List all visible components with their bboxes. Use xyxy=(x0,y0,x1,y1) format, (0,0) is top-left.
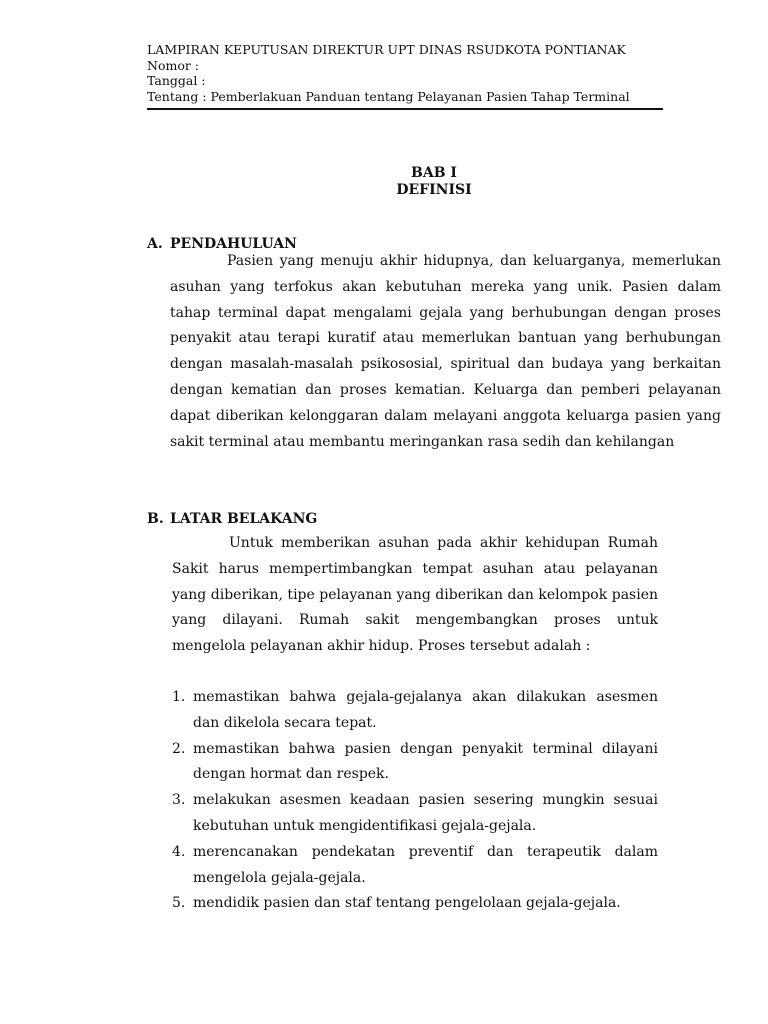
header-tentang: Tentang : Pemberlakuan Panduan tentang Pelayanan Pasien Tahap Terminal xyxy=(147,88,630,104)
list-item-text: merencanakan pendekatan preventif dan terapeutik dalam mengelola gejala-gejala. xyxy=(193,843,658,886)
list-item xyxy=(172,891,658,917)
document-header xyxy=(147,42,663,104)
chapter-number: BAB I xyxy=(411,165,457,181)
header-title: LAMPIRAN KEPUTUSAN DIREKTUR UPT DINAS RSUDKOTA PONTIANAK xyxy=(147,42,626,57)
section-a-title: PENDAHULUAN xyxy=(170,236,297,252)
section-a-letter: A. xyxy=(147,236,163,252)
list-item xyxy=(172,685,658,737)
section-b-paragraph: Untuk memberikan asuhan pada akhir kehidupan Rumah Sakit harus mempertimbangkan tempat asuhan atau pelayanan yang diberikan, tipe pelayanan yang diberikan dan kelompok pasien yang dilayani. Rumah sakit mengembangkan proses untuk mengelola pelayanan akhir hidup. Proses tersebut adalah : xyxy=(172,535,658,655)
list-item-number: 5. xyxy=(172,895,186,912)
section-a-paragraph: Pasien yang menuju akhir hidupnya, dan keluarganya, memerlukan asuhan yang terfokus akan kebutuhan mereka yang unik. Pasien dalam tahap terminal dapat mengalami gejala yang berhubungan dengan proses penyakit atau terapi kuratif atau memerlukan bantuan yang berhubungan dengan masalah-masalah psikososial, spiritual dan budaya yang berkaitan dengan kematian dan proses kematian. Keluarga dan pemberi pelayanan dapat diberikan kelonggaran dalam melayani anggota keluarga pasien yang sakit terminal atau membantu meringankan rasa sedih dan kehilangan xyxy=(170,253,721,450)
header-nomor: Nomor : xyxy=(147,57,200,73)
list-item-text: melakukan asesmen keadaan pasien sesering mungkin sesuai kebutuhan untuk mengidentifikasi gejala-gejala. xyxy=(193,792,658,834)
section-b-heading xyxy=(147,509,317,529)
section-b-title: LATAR BELAKANG xyxy=(170,511,318,527)
list-item xyxy=(172,788,658,840)
header-divider xyxy=(147,108,663,110)
list-item-text: memastikan bahwa pasien dengan penyakit terminal dilayani dengan hormat dan respek. xyxy=(193,740,658,783)
list-item-text: memastikan bahwa gejala-gejalanya akan dilakukan asesmen dan dikelola secara tepat. xyxy=(193,689,658,731)
section-b-letter: B. xyxy=(147,511,164,527)
process-list xyxy=(172,685,658,917)
list-item xyxy=(172,840,658,892)
list-item xyxy=(172,737,658,789)
header-tanggal: Tanggal : xyxy=(147,73,206,88)
list-item-number: 1. xyxy=(172,689,186,705)
list-item-number: 4. xyxy=(172,843,186,860)
chapter-title: DEFINISI xyxy=(396,182,472,198)
list-item-text: mendidik pasien dan staf tentang pengelolaan gejala-gejala. xyxy=(193,895,621,912)
list-item-number: 3. xyxy=(172,792,186,809)
list-item-number: 2. xyxy=(172,740,186,757)
